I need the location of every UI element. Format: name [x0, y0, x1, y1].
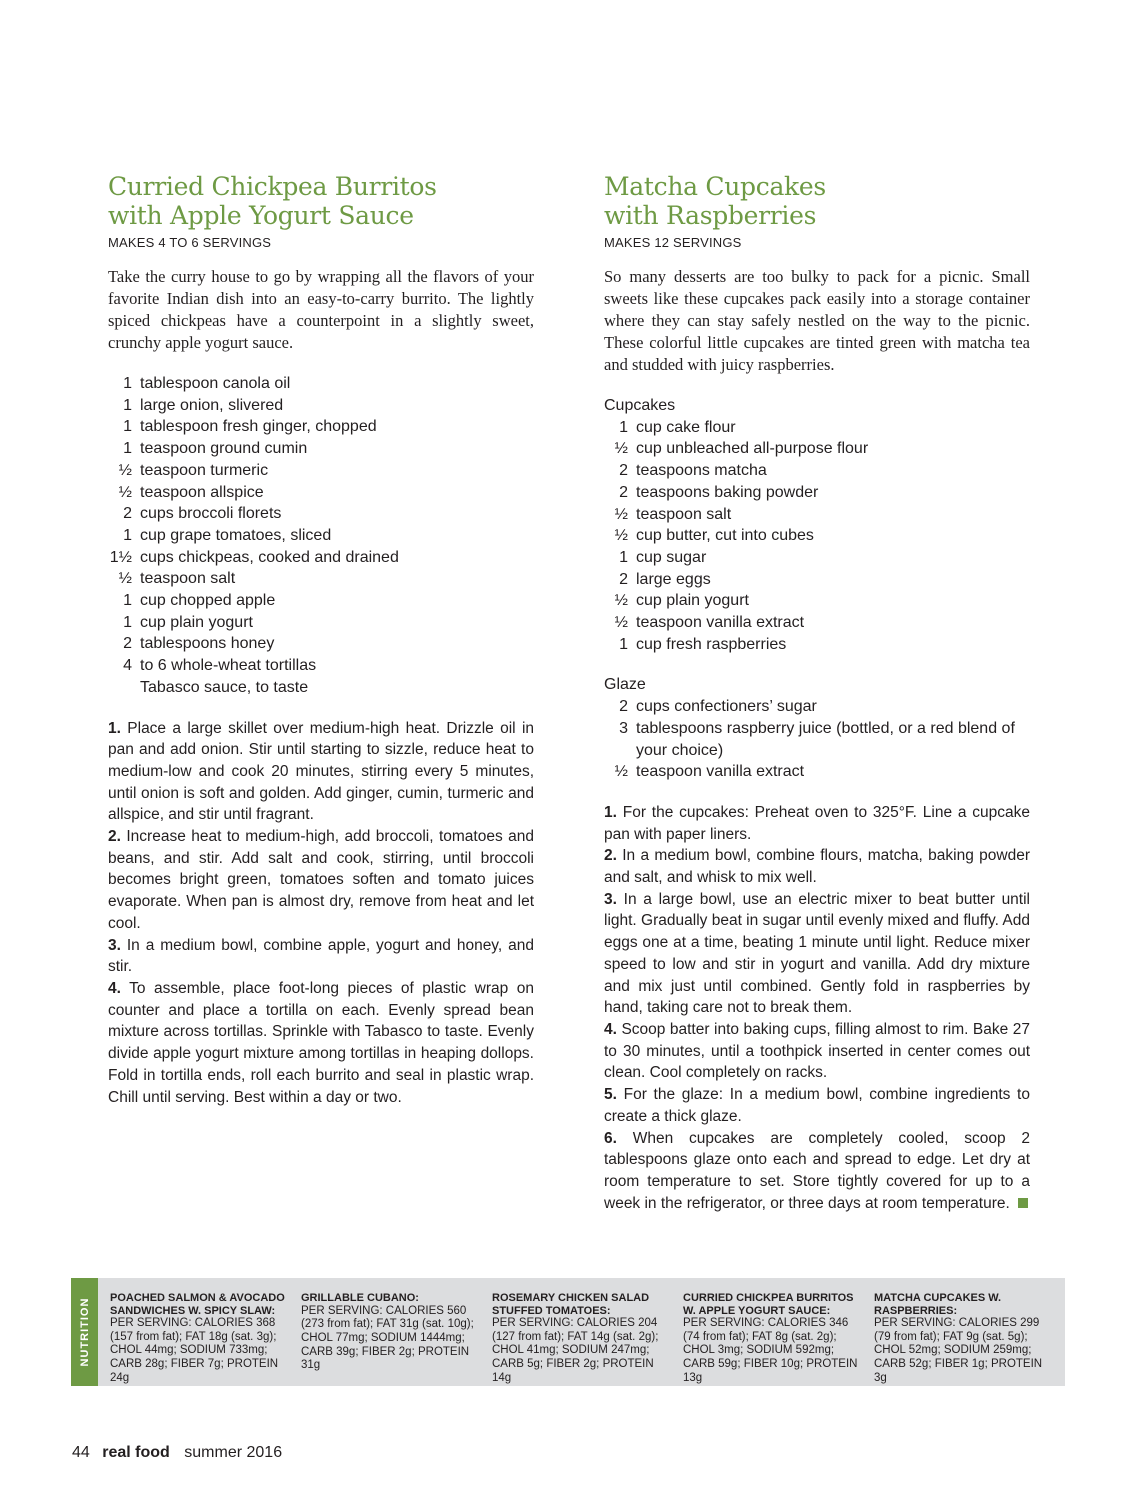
end-mark-icon — [1018, 1198, 1028, 1208]
ingredient-text: teaspoon vanilla extract — [636, 614, 805, 632]
ingredient-text: cup chopped apple — [140, 592, 276, 610]
instruction-step — [108, 718, 534, 827]
ingredient-qty: 1 — [123, 592, 132, 610]
ingredient-text: cups broccoli florets — [140, 505, 282, 523]
issue-name: summer 2016 — [184, 1444, 283, 1461]
ingredient-item — [604, 438, 1030, 460]
recipe-intro: So many desserts are too bulky to pack for a picnic. Small sweets like these cupcakes pack easily into a storage container where they can stay safely nestled on the way to the picnic. These colorful little cupcakes are tinted green with matcha tea and studded with juicy raspberries. — [604, 267, 1030, 374]
instruction-step — [604, 889, 1030, 1019]
ingredient-qty: ½ — [614, 440, 628, 458]
ingredient-qty: 1 — [123, 375, 132, 392]
ingredient-text: teaspoon salt — [636, 505, 732, 523]
ingredient-item — [108, 525, 534, 547]
instruction-step — [604, 1019, 1030, 1084]
ingredient-qty: 1 — [619, 635, 628, 653]
ingredient-group-heading: Cupcakes — [604, 397, 676, 414]
recipe-matcha-cupcakes — [604, 172, 1030, 1214]
nutrition-item — [301, 1292, 481, 1373]
instruction-steps — [604, 802, 1030, 1214]
ingredient-qty: ½ — [614, 505, 628, 523]
ingredient-qty: ½ — [614, 592, 628, 610]
ingredient-item — [108, 416, 534, 438]
ingredient-text: large onion, slivered — [140, 396, 284, 414]
step-text: In a large bowl, use an electric mixer to beat butter until light. Gradually beat in sugar until evenly mixed and fluffy. Add eggs one at a time, beating 1 minute until light. Reduce mixer speed to low and stir in yogurt and vanilla. Add dry mixture and mix just until combined. Gently fold in raspberries by hand, taking care not to break them. — [604, 890, 1031, 1017]
ingredient-text: teaspoons matcha — [636, 462, 767, 480]
ingredient-qty: 1 — [123, 613, 132, 631]
ingredient-item — [604, 612, 1030, 634]
ingredient-qty: 1 — [619, 548, 628, 566]
ingredient-text: cup grape tomatoes, sliced — [140, 526, 332, 544]
step-number: 2. — [604, 847, 617, 865]
instruction-step — [108, 935, 534, 978]
recipe-title — [604, 172, 1030, 230]
ingredient-text: cup plain yogurt — [140, 613, 253, 631]
ingredient-item — [604, 525, 1030, 547]
step-text: In a medium bowl, combine apple, yogurt and honey, and stir. — [108, 936, 534, 976]
title-line-2: with Raspberries — [604, 201, 817, 230]
instruction-step — [108, 978, 534, 1108]
ingredient-qty: 2 — [619, 570, 628, 588]
ingredient-text: cup cake flour — [636, 418, 736, 436]
ingredient-text: tablespoons raspberry juice (bottled, or a red blend of your choice) — [636, 719, 1015, 759]
ingredient-item — [604, 718, 1030, 761]
ingredient-qty: ½ — [614, 614, 628, 632]
recipe-yield: MAKES 4 TO 6 SERVINGS — [108, 235, 272, 250]
ingredient-text: large eggs — [636, 570, 711, 588]
ingredient-item — [604, 417, 1030, 439]
title-line-1: Curried Chickpea Burritos — [108, 172, 437, 201]
ingredient-group-cupcakes — [604, 395, 1030, 655]
nutrition-item — [492, 1292, 672, 1386]
ingredient-qty: 1 — [123, 526, 132, 544]
ingredient-qty: 2 — [619, 462, 628, 480]
ingredient-qty: ½ — [614, 763, 628, 781]
ingredient-qty: ½ — [614, 527, 628, 545]
ingredient-item — [604, 761, 1030, 783]
ingredient-text: cups chickpeas, cooked and drained — [140, 548, 399, 566]
ingredient-item — [604, 460, 1030, 482]
nutrition-item-desc: PER SERVING: CALORIES 346 (74 from fat); FAT 8g (sat. 2g); CHOL 3mg; SODIUM 592mg; CARB 59g; FIBER 10g; PROTEIN 13g — [683, 1317, 858, 1384]
nutrition-item — [683, 1292, 863, 1386]
ingredient-text: cup fresh raspberries — [636, 635, 787, 653]
ingredient-text: teaspoon allspice — [140, 483, 264, 501]
instruction-step — [604, 1128, 1030, 1215]
ingredient-qty: 1½ — [109, 548, 132, 566]
instruction-step — [604, 1084, 1030, 1127]
ingredient-qty: 2 — [619, 483, 628, 501]
ingredient-list — [108, 373, 534, 699]
nutrition-item-name: CURRIED CHICKPEA BURRITOS W. APPLE YOGURT SAUCE: — [683, 1292, 854, 1317]
title-line-2: with Apple Yogurt Sauce — [108, 201, 414, 230]
nutrition-item-desc: PER SERVING: CALORIES 560 (273 from fat); FAT 31g (sat. 10g); CHOL 77mg; SODIUM 1444mg; CARB 39g; FIBER 2g; PROTEIN 31g — [301, 1304, 474, 1372]
ingredient-qty: 1 — [123, 440, 132, 458]
nutrition-item-name: ROSEMARY CHICKEN SALAD STUFFED TOMATOES: — [492, 1292, 650, 1317]
recipe-intro: Take the curry house to go by wrapping all the flavors of your favorite Indian dish into an easy-to-carry burrito. The lightly spiced chickpeas have a counterpoint in a slightly sweet, crunchy apple yogurt sauce. — [108, 267, 534, 352]
ingredient-text: teaspoon vanilla extract — [636, 763, 805, 781]
ingredient-item — [604, 482, 1030, 504]
ingredient-text: teaspoon turmeric — [140, 461, 269, 479]
ingredient-text: Tabasco sauce, to taste — [140, 678, 309, 696]
ingredient-list — [604, 417, 1030, 656]
ingredient-qty: ½ — [118, 570, 132, 588]
ingredient-item — [604, 504, 1030, 526]
ingredient-item — [604, 569, 1030, 591]
ingredient-text: cup sugar — [636, 548, 707, 566]
step-text: For the cupcakes: Preheat oven to 325°F. Line a cupcake pan with paper liners. — [604, 803, 1030, 843]
step-number: 3. — [108, 936, 121, 954]
nutrition-item — [110, 1292, 290, 1386]
ingredient-text: teaspoon ground cumin — [140, 440, 308, 458]
ingredient-text: cup plain yogurt — [636, 592, 749, 610]
ingredient-item — [604, 590, 1030, 612]
step-number: 3. — [604, 890, 617, 908]
ingredient-text: teaspoons baking powder — [636, 483, 819, 501]
nutrition-item-desc: PER SERVING: CALORIES 368 (157 from fat); FAT 18g (sat. 3g); CHOL 44mg; SODIUM 733mg; CARB 28g; FIBER 7g; PROTEIN 24g — [110, 1317, 279, 1384]
instruction-steps — [108, 718, 534, 1109]
ingredient-group-glaze — [604, 674, 1030, 783]
page-footer — [72, 1442, 282, 1464]
step-number: 4. — [108, 979, 121, 997]
ingredient-text: cups confectioners’ sugar — [636, 698, 817, 716]
ingredient-item — [108, 503, 534, 525]
step-number: 1. — [604, 803, 617, 821]
ingredient-item — [604, 696, 1030, 718]
step-number: 2. — [108, 828, 121, 846]
instruction-step — [108, 826, 534, 935]
ingredient-text: cup butter, cut into cubes — [636, 527, 814, 545]
ingredient-item — [108, 547, 534, 569]
nutrition-item-desc: PER SERVING: CALORIES 299 (79 from fat); FAT 9g (sat. 5g); CHOL 52mg; SODIUM 259mg; CARB 52g; FIBER 1g; PROTEIN 3g — [874, 1317, 1043, 1384]
nutrition-item-desc: PER SERVING: CALORIES 204 (127 from fat); FAT 14g (sat. 2g); CHOL 41mg; SODIUM 247mg; CARB 5g; FIBER 2g; PROTEIN 14g — [492, 1317, 659, 1384]
ingredient-qty: 2 — [619, 698, 628, 716]
step-number: 5. — [604, 1086, 617, 1104]
ingredient-item — [108, 677, 534, 699]
instruction-step — [604, 845, 1030, 888]
ingredient-item — [108, 655, 534, 677]
nutrition-item-name: POACHED SALMON & AVOCADO SANDWICHES W. SPICY SLAW: — [110, 1292, 285, 1317]
step-number: 6. — [604, 1129, 617, 1147]
step-text: When cupcakes are completely cooled, scoop 2 tablespoons glaze onto each and spread to edge. Let dry at room temperature to set. Store tightly covered for up to a week in the refrigerator, or three days at room temperature. — [604, 1129, 1030, 1212]
ingredient-item — [604, 634, 1030, 656]
ingredient-text: to 6 whole-wheat tortillas — [140, 657, 317, 675]
ingredient-item — [108, 460, 534, 482]
ingredient-list — [604, 696, 1030, 783]
ingredient-qty — [108, 677, 140, 699]
ingredient-item — [108, 438, 534, 460]
ingredient-item — [108, 395, 534, 417]
ingredient-text: tablespoons honey — [140, 635, 275, 653]
ingredient-group-heading: Glaze — [604, 676, 646, 694]
step-text: Increase heat to medium-high, add broccoli, tomatoes and beans, and stir. Add salt and cook, stirring, until broccoli becomes bright green, tomatoes soften and tomato juices evaporate. When pan is almost dry, remove from heat and let cool. — [108, 828, 534, 932]
ingredient-qty: 1 — [123, 418, 132, 436]
ingredient-item — [604, 547, 1030, 569]
ingredient-qty: 4 — [123, 657, 132, 675]
step-text: For the glaze: In a medium bowl, combine ingredients to create a thick glaze. — [604, 1086, 1030, 1125]
step-number: 4. — [604, 1020, 617, 1038]
ingredient-text: teaspoon salt — [140, 570, 236, 588]
recipe-curried-chickpea-burritos — [108, 172, 534, 1108]
recipe-title — [108, 172, 534, 230]
recipe-yield: MAKES 12 SERVINGS — [604, 235, 742, 250]
step-number: 1. — [108, 719, 121, 737]
nutrition-tab — [71, 1278, 98, 1386]
ingredient-qty: 1 — [619, 418, 628, 436]
ingredient-item — [108, 612, 534, 634]
ingredient-item — [108, 482, 534, 504]
step-text: In a medium bowl, combine flours, matcha, baking powder and salt, and whisk to mix well. — [604, 847, 1030, 887]
ingredient-text: tablespoon canola oil — [140, 375, 291, 392]
magazine-name: real food — [102, 1444, 170, 1461]
nutrition-item-name: GRILLABLE CUBANO: — [301, 1292, 419, 1304]
ingredient-qty: 2 — [123, 635, 132, 653]
ingredient-item — [108, 633, 534, 655]
ingredient-text: tablespoon fresh ginger, chopped — [140, 418, 377, 436]
page-number: 44 — [72, 1444, 90, 1461]
ingredient-item — [108, 590, 534, 612]
ingredient-qty: 2 — [123, 505, 132, 523]
ingredient-text: cup unbleached all-purpose flour — [636, 440, 869, 458]
ingredient-qty: ½ — [118, 483, 132, 501]
title-line-1: Matcha Cupcakes — [604, 172, 826, 201]
ingredient-qty: 3 — [619, 719, 628, 737]
nutrition-item-name: MATCHA CUPCAKES W. RASPBERRIES: — [874, 1292, 1002, 1317]
instruction-step — [604, 802, 1030, 845]
step-text: To assemble, place foot-long pieces of plastic wrap on counter and place a tortilla on each. Evenly spread bean mixture across tortillas. Sprinkle with Tabasco to taste. Evenly divide apple yogurt mixture among tortillas in heaping dollops. Fold in tortilla ends, roll each burrito and seal in plastic wrap. Chill until serving. Best within a day or two. — [108, 979, 534, 1106]
nutrition-label: NUTRITION — [78, 1297, 91, 1367]
step-text: Place a large skillet over medium-high heat. Drizzle oil in pan and add onion. Stir until starting to sizzle, reduce heat to medium-low and cook 20 minutes, stirring every 5 minutes, until onion is soft and golden. Add ginger, cumin, turmeric and allspice, and stir until fragrant. — [108, 719, 535, 824]
step-text: Scoop batter into baking cups, filling almost to rim. Bake 27 to 30 minutes, until a toothpick inserted in center comes out clean. Cool completely on racks. — [604, 1020, 1030, 1082]
nutrition-item — [874, 1292, 1054, 1386]
ingredient-item — [108, 373, 534, 395]
ingredient-qty: 1 — [123, 396, 132, 414]
ingredient-item — [108, 568, 534, 590]
ingredient-qty: ½ — [118, 461, 132, 479]
